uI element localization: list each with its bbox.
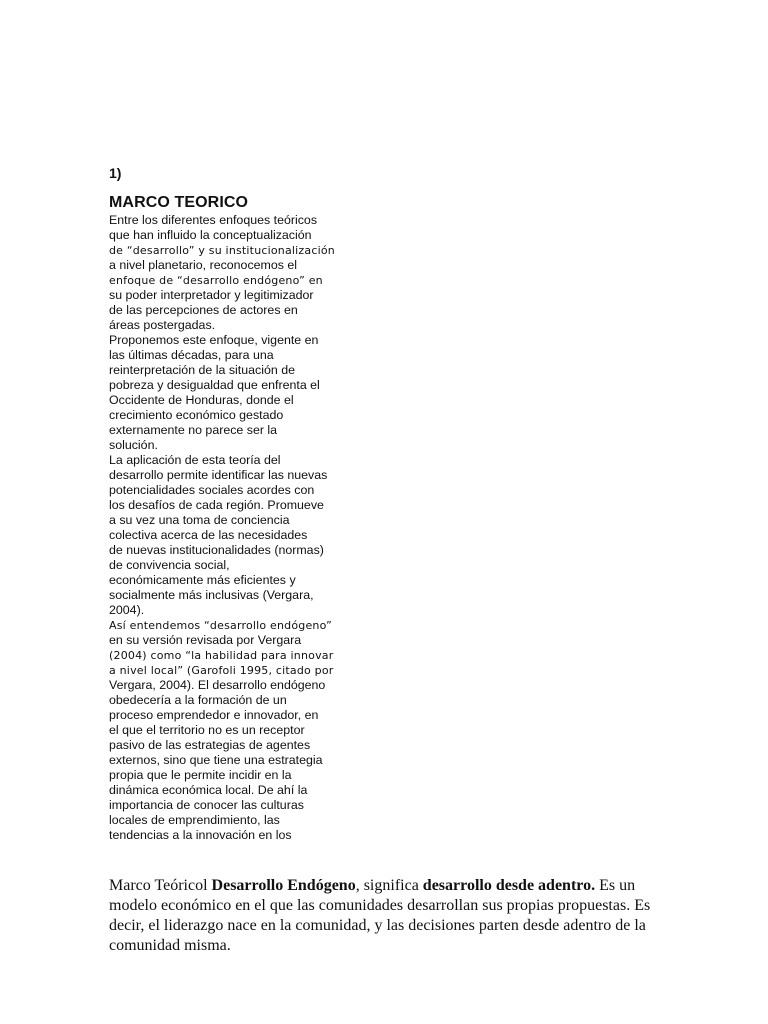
text-line: Entre los diferentes enfoques teóricos: [109, 213, 318, 227]
text-line: a nivel local” (Garofoli 1995, citado por: [109, 664, 334, 677]
text-line: 2004).: [109, 603, 145, 617]
text-line: de nuevas institucionalidades (normas): [109, 543, 324, 557]
text-line: el que el territorio no es un receptor: [109, 723, 305, 737]
text-line: locales de emprendimiento, las: [109, 813, 280, 827]
text-line: de convivencia social,: [109, 558, 230, 572]
text-line: reinterpretación de la situación de: [109, 363, 295, 377]
summary-text: , significa: [355, 877, 423, 894]
text-line: proceso emprendedor e innovador, en: [109, 708, 319, 722]
summary-line: comunidad misma.: [109, 937, 231, 954]
text-line: a nivel planetario, reconocemos el: [109, 258, 298, 272]
text-line: las últimas décadas, para una: [109, 348, 274, 362]
text-line: colectiva acerca de las necesidades: [109, 528, 308, 542]
summary-paragraph: [109, 876, 669, 956]
summary-line: modelo económico en el que las comunidades desarrollan sus propias propuestas. Es: [109, 897, 651, 914]
text-line: Occidente de Honduras, donde el: [109, 393, 294, 407]
text-line: su poder interpretador y legitimizador: [109, 288, 314, 302]
text-line: importancia de conocer las culturas: [109, 798, 304, 812]
text-line: los desafíos de cada región. Promueve: [109, 498, 324, 512]
summary-text: Es un: [595, 877, 636, 894]
text-line: La aplicación de esta teoría del: [109, 453, 281, 467]
summary-text: Marco Teóricol: [109, 877, 212, 894]
text-line: áreas postergadas.: [109, 318, 216, 332]
text-line: obedecería a la formación de un: [109, 693, 287, 707]
text-line: pobreza y desigualdad que enfrenta el: [109, 378, 320, 392]
summary-emphasis: Desarrollo Endógeno: [211, 877, 356, 894]
section-title: MARCO TEORICO: [109, 194, 249, 211]
summary-emphasis: desarrollo desde adentro.: [422, 877, 596, 894]
text-line: de las percepciones de actores en: [109, 303, 298, 317]
text-line: solución.: [109, 438, 158, 452]
text-line: tendencias a la innovación en los: [109, 828, 292, 842]
summary-line: decir, el liderazgo nace en la comunidad, y las decisiones parten desde adentro de la: [109, 917, 646, 934]
text-line: de “desarrollo” y su institucionalización: [109, 244, 335, 257]
text-line: dinámica económica local. De ahí la: [109, 783, 308, 797]
text-line: a su vez una toma de conciencia: [109, 513, 290, 527]
text-line: externos, sino que tiene una estrategia: [109, 753, 323, 767]
text-line: pasivo de las estrategias de agentes: [109, 738, 311, 752]
text-line: desarrollo permite identificar las nuevas: [109, 468, 328, 482]
text-line: propia que le permite incidir en la: [109, 768, 292, 782]
text-line: crecimiento económico gestado: [109, 408, 284, 422]
theory-text-block: [109, 213, 349, 843]
text-line: en su versión revisada por Vergara: [109, 633, 302, 647]
summary-line: [109, 876, 669, 896]
text-line: Vergara, 2004). El desarrollo endógeno: [109, 678, 326, 692]
section-number: 1): [109, 165, 122, 181]
text-line: enfoque de “desarrollo endógeno” en: [109, 274, 323, 287]
text-line: socialmente más inclusivas (Vergara,: [109, 588, 314, 602]
text-line: (2004) como “la habilidad para innovar: [109, 649, 334, 662]
text-line: potencialidades sociales acordes con: [109, 483, 315, 497]
text-line: que han influido la conceptualización: [109, 228, 312, 242]
text-line: económicamente más eficientes y: [109, 573, 296, 587]
text-line: externamente no parece ser la: [109, 423, 278, 437]
text-line: Así entendemos “desarrollo endógeno”: [109, 619, 333, 632]
text-line: Proponemos este enfoque, vigente en: [109, 333, 319, 347]
